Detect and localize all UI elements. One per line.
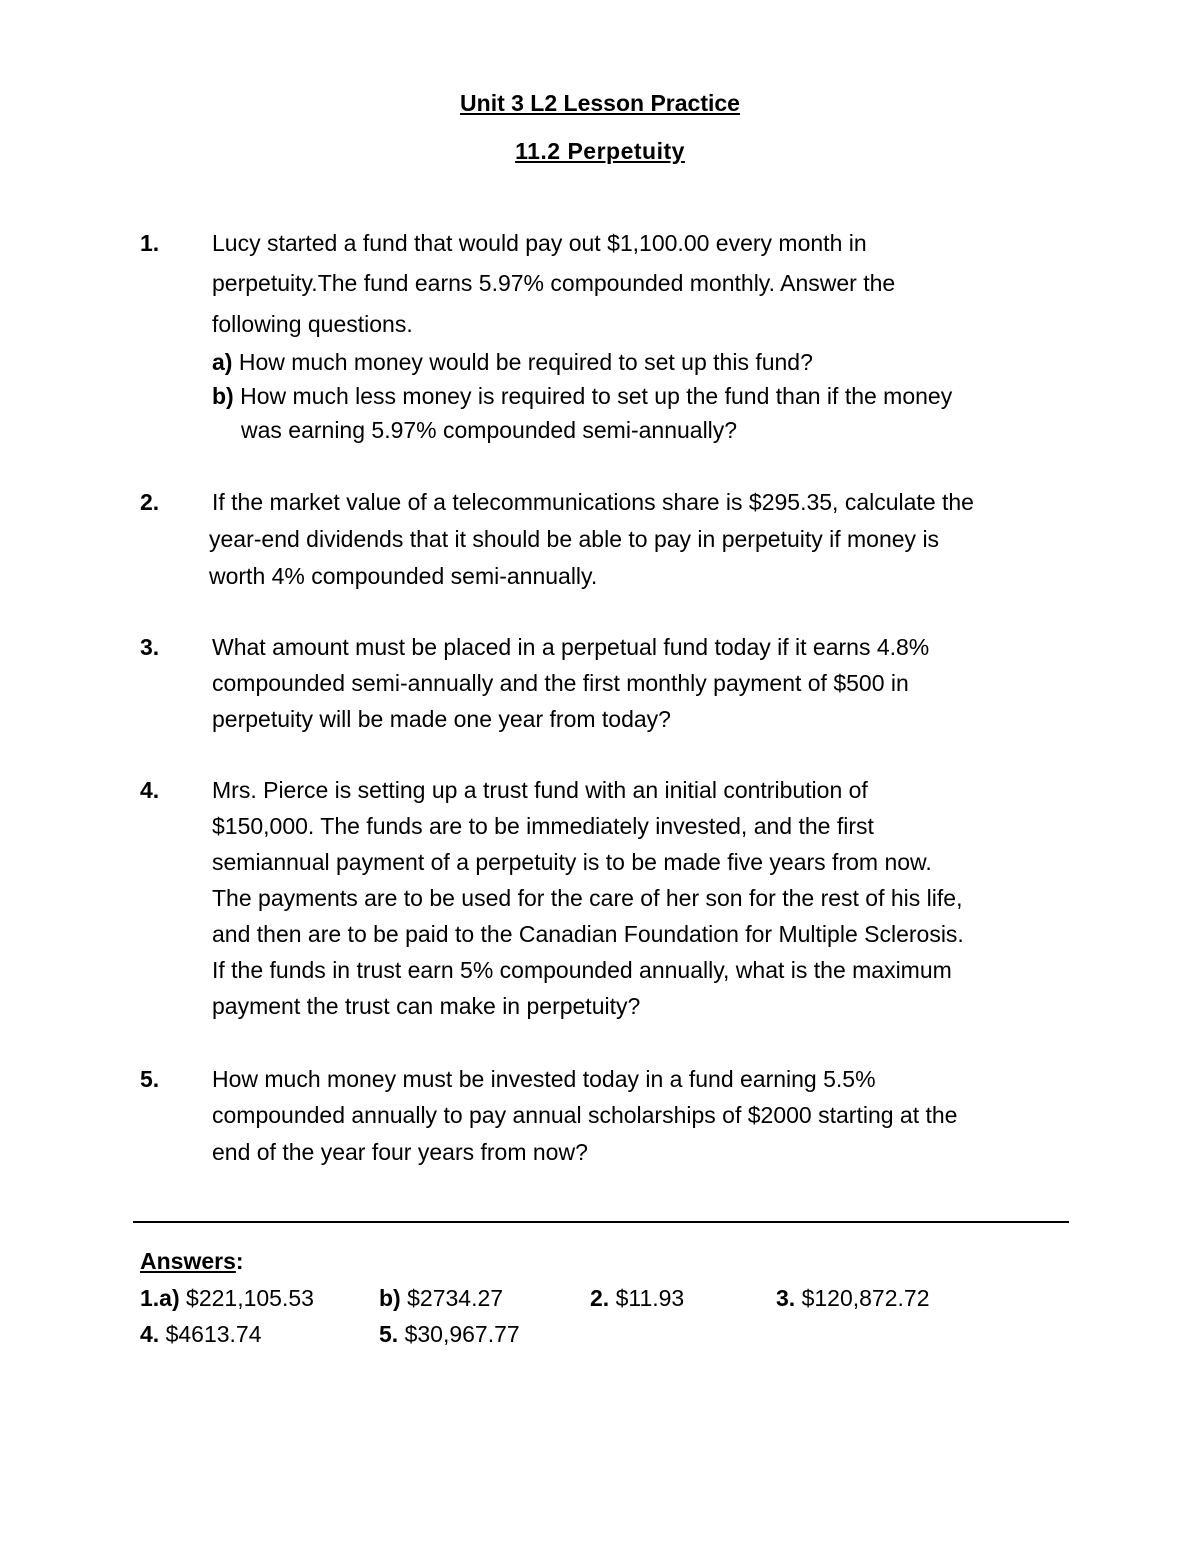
- answer-label: 2.: [590, 1285, 610, 1311]
- question-number: 4.: [140, 777, 160, 803]
- answer-label: 4.: [140, 1321, 160, 1347]
- answer-value: $2734.27: [407, 1285, 504, 1311]
- question-line: perpetuity will be made one year from today?: [212, 706, 671, 732]
- answer-value: $120,872.72: [801, 1285, 930, 1311]
- question-part-b-continuation: was earning 5.97% compounded semi-annually?: [241, 417, 738, 443]
- question-line: perpetuity.The fund earns 5.97% compounded monthly. Answer the: [212, 270, 896, 296]
- question-line: worth 4% compounded semi-annually.: [209, 563, 598, 589]
- question-line: year-end dividends that it should be able to pay in perpetuity if money is: [209, 526, 940, 552]
- question-part-a: [212, 349, 813, 376]
- question-part-b: [212, 383, 952, 410]
- question-line: If the market value of a telecommunications share is $295.35, calculate the: [212, 489, 974, 515]
- question-line: and then are to be paid to the Canadian Foundation for Multiple Sclerosis.: [212, 921, 964, 947]
- part-label: b): [212, 383, 234, 409]
- answer-label: 3.: [776, 1285, 796, 1311]
- question-number: 3.: [140, 634, 160, 660]
- answer-label: b): [379, 1285, 401, 1311]
- question-line: compounded semi-annually and the first monthly payment of $500 in: [212, 670, 909, 696]
- question-line: following questions.: [212, 311, 413, 337]
- question-line: Mrs. Pierce is setting up a trust fund with an initial contribution of: [212, 777, 868, 803]
- answer-3: [776, 1285, 929, 1312]
- answer-label: 5.: [379, 1321, 399, 1347]
- question-number: 1.: [140, 230, 160, 256]
- question-number: 5.: [140, 1066, 160, 1092]
- question-line: compounded annually to pay annual scholarships of $2000 starting at the: [212, 1102, 958, 1128]
- answer-value: $4613.74: [165, 1321, 262, 1347]
- answer-value: $221,105.53: [186, 1285, 314, 1311]
- answer-4: [140, 1321, 262, 1348]
- answers-heading-text: Answers: [140, 1248, 236, 1274]
- answer-1a: [140, 1285, 314, 1312]
- question-line: What amount must be placed in a perpetual fund today if it earns 4.8%: [212, 634, 930, 660]
- question-line: payment the trust can make in perpetuity?: [212, 993, 641, 1019]
- question-number: 2.: [140, 489, 160, 515]
- part-text: How much less money is required to set up the fund than if the money: [240, 383, 953, 409]
- question-line: $150,000. The funds are to be immediately invested, and the first: [212, 813, 874, 839]
- part-label: a): [212, 349, 233, 375]
- answer-label: 1.a): [140, 1285, 180, 1311]
- page-subtitle: 11.2 Perpetuity: [515, 138, 685, 164]
- answer-value: $11.93: [615, 1285, 685, 1311]
- part-text: How much money would be required to set up this fund?: [238, 349, 813, 375]
- answers-heading-colon: :: [235, 1248, 244, 1274]
- question-line: Lucy started a fund that would pay out $1,100.00 every month in: [212, 230, 867, 256]
- page-title: Unit 3 L2 Lesson Practice: [460, 90, 740, 116]
- question-line: How much money must be invested today in a fund earning 5.5%: [212, 1066, 876, 1092]
- section-divider: [133, 1221, 1069, 1223]
- answer-1b: [379, 1285, 503, 1312]
- question-line: semiannual payment of a perpetuity is to be made five years from now.: [212, 849, 932, 875]
- answer-5: [379, 1321, 520, 1348]
- question-line: end of the year four years from now?: [212, 1139, 588, 1165]
- answer-value: $30,967.77: [404, 1321, 520, 1347]
- answers-heading: [140, 1248, 244, 1275]
- answer-2: [590, 1285, 684, 1312]
- question-line: The payments are to be used for the care of her son for the rest of his life,: [212, 885, 963, 911]
- question-line: If the funds in trust earn 5% compounded annually, what is the maximum: [212, 957, 952, 983]
